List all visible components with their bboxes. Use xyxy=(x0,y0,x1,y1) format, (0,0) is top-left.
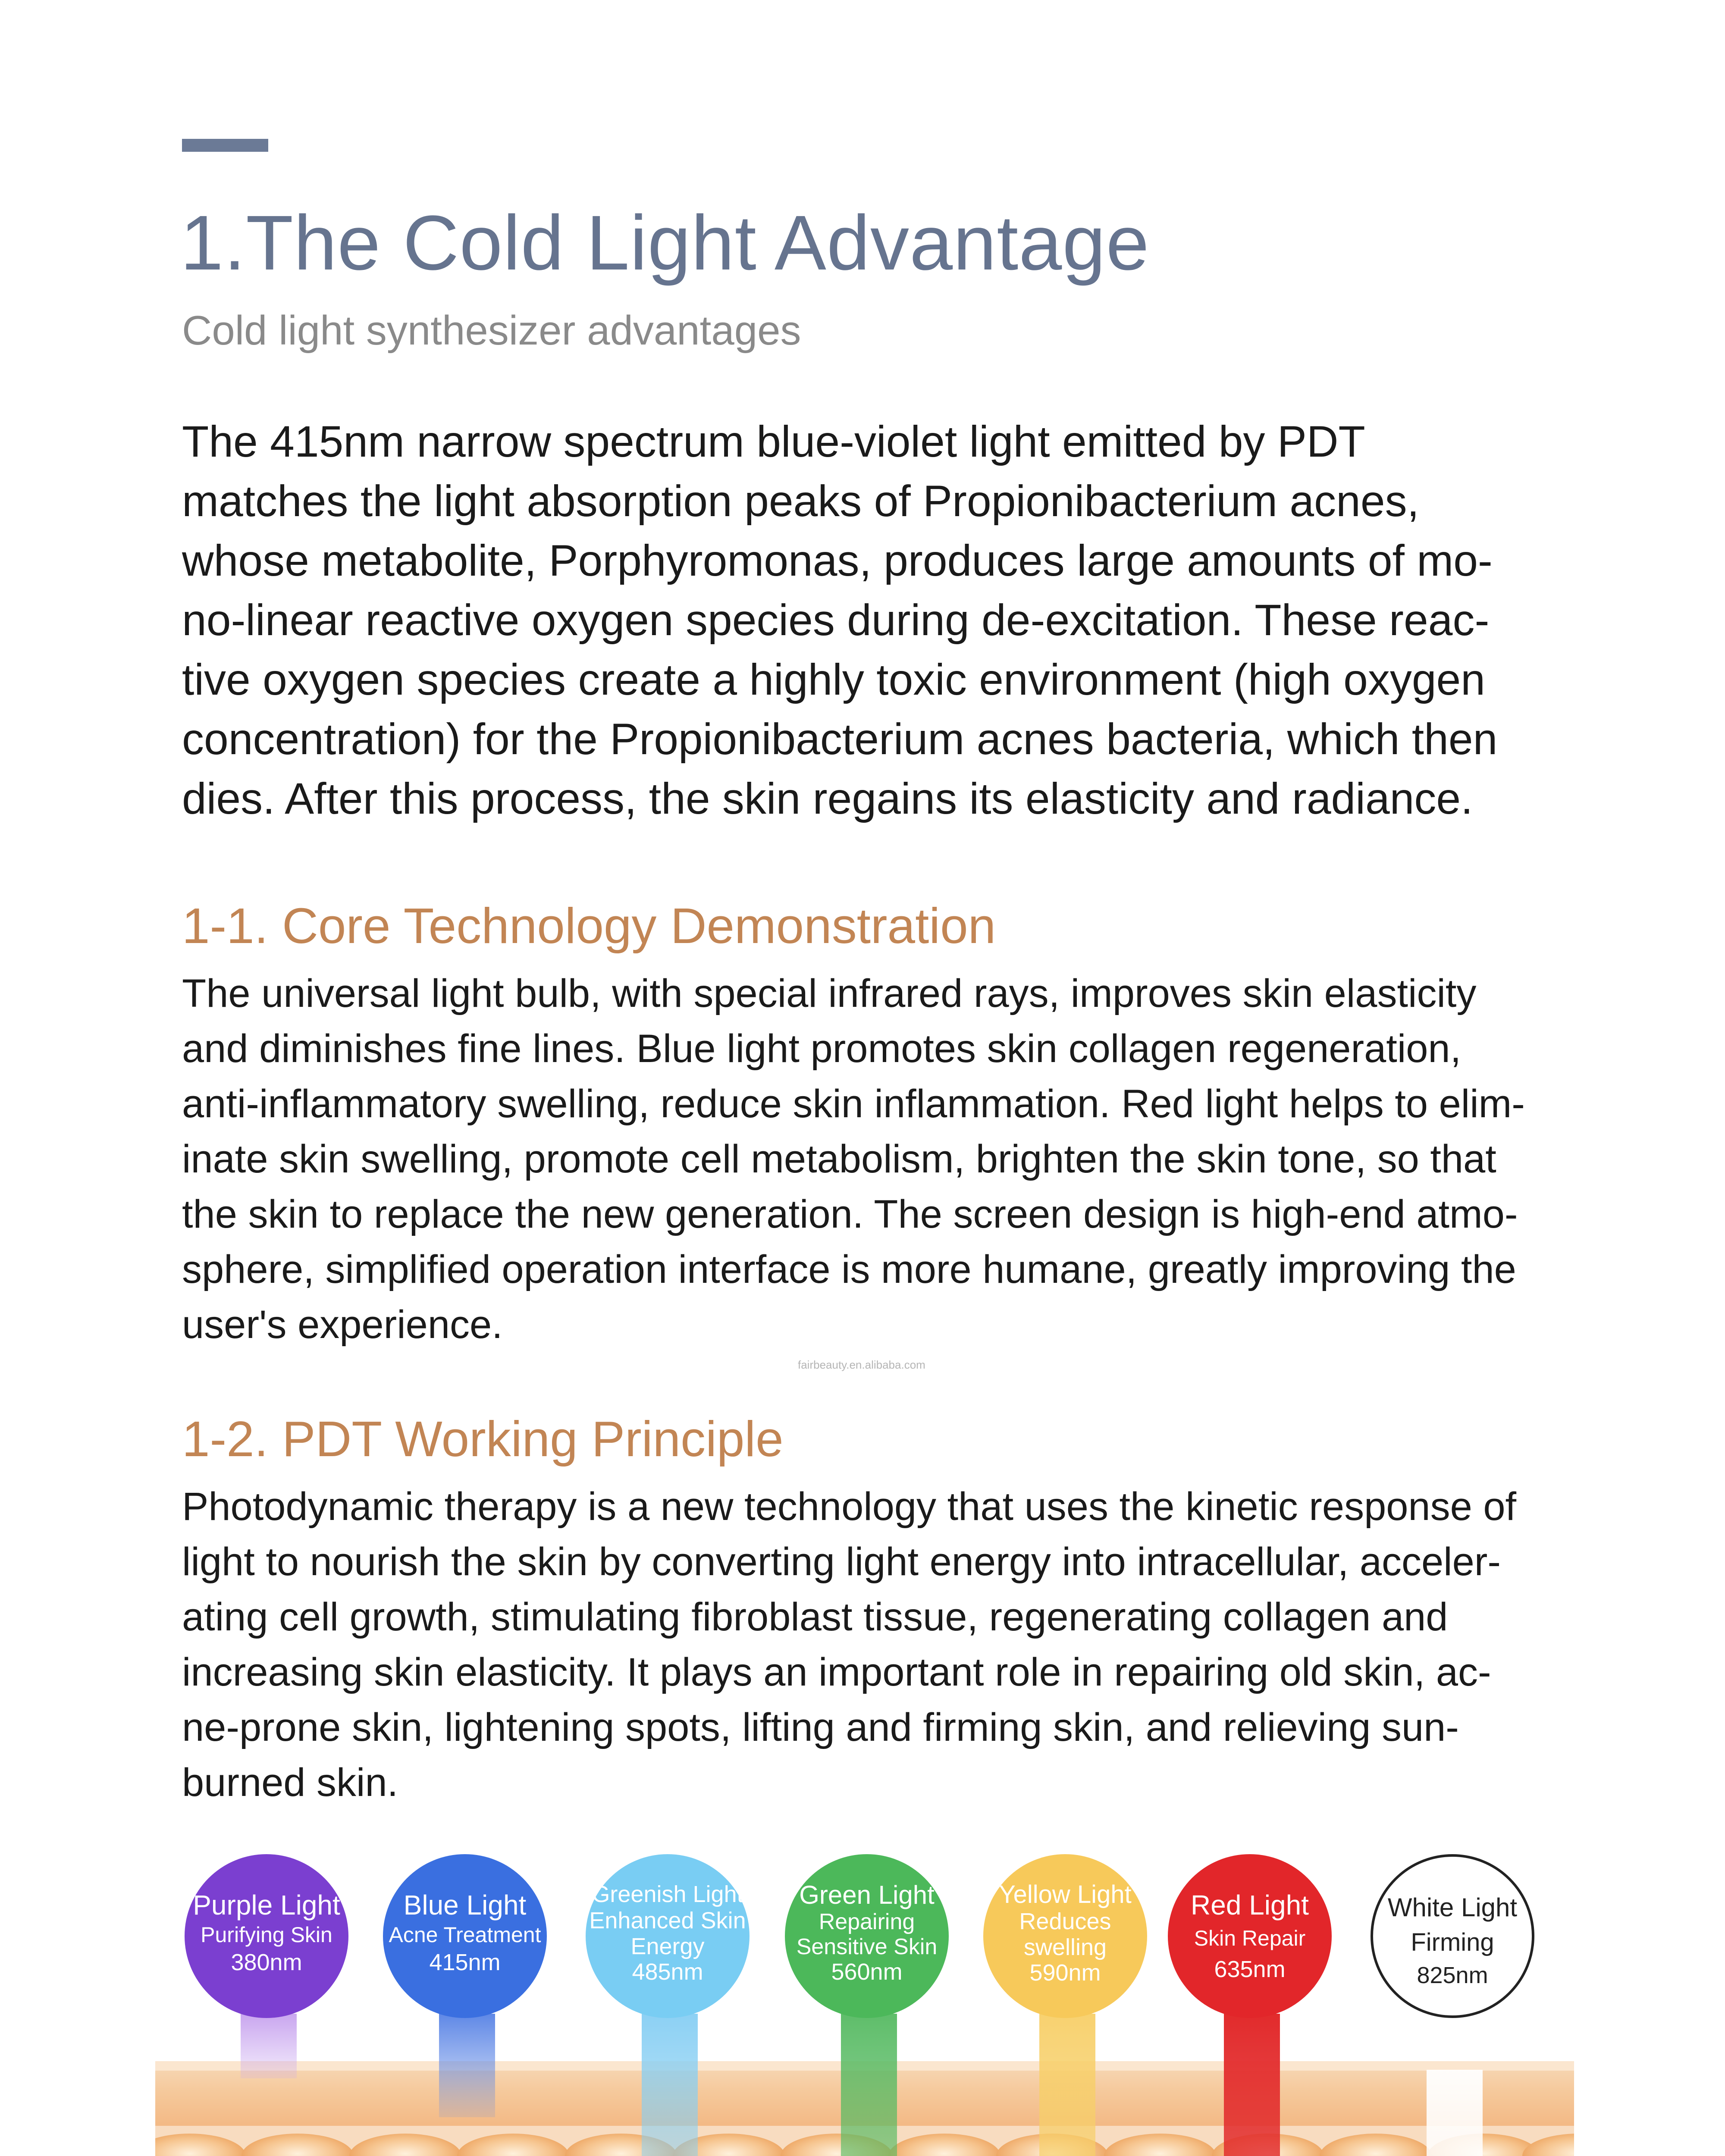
light-name: Red Light xyxy=(1191,1890,1309,1921)
light-description: Reduces xyxy=(1019,1908,1111,1934)
light-description: Skin Repair xyxy=(1194,1926,1306,1950)
green-light-circle xyxy=(785,1854,949,2018)
core-line: and diminishes fine lines. Blue light promotes skin collagen regeneration, xyxy=(182,1027,1462,1071)
red-light-circle xyxy=(1168,1854,1332,2018)
watermark: fairbeauty.en.alibaba.com xyxy=(798,1358,925,1371)
intro-line: no-linear reactive oxygen species during de-excitation. These reac- xyxy=(182,595,1490,645)
greenish-light-beam xyxy=(642,2014,698,2156)
page-title: 1.The Cold Light Advantage xyxy=(180,200,1150,286)
light-description: Energy xyxy=(630,1934,705,1959)
light-description: Firming xyxy=(1411,1928,1494,1956)
greenish-light-circle xyxy=(586,1854,750,2018)
white-light-beam xyxy=(1427,2070,1483,2156)
core-technology-heading: 1-1. Core Technology Demonstration xyxy=(182,898,996,954)
light-skin-illustration xyxy=(155,1854,1574,2156)
page-subtitle: Cold light synthesizer advantages xyxy=(182,307,801,354)
intro-paragraph xyxy=(182,412,1614,828)
red-light-beam xyxy=(1224,2014,1280,2156)
core-line: the skin to replace the new generation. The screen design is high-end atmo- xyxy=(182,1192,1518,1236)
light-description: Purifying Skin xyxy=(201,1923,332,1947)
intro-line: whose metabolite, Porphyromonas, produces large amounts of mo- xyxy=(182,536,1493,585)
yellow-light-beam xyxy=(1039,2014,1095,2156)
light-description: Acne Treatment xyxy=(389,1923,541,1947)
pdt-line: burned skin. xyxy=(182,1761,398,1805)
pdt-line: Photodynamic therapy is a new technology that uses the kinetic response of xyxy=(182,1485,1517,1529)
intro-line: dies. After this process, the skin regains its elasticity and radiance. xyxy=(182,774,1473,823)
light-description: Sensitive Skin xyxy=(796,1934,938,1959)
light-wavelength: 380nm xyxy=(231,1949,302,1975)
pdt-line: ating cell growth, stimulating fibroblast tissue, regenerating collagen and xyxy=(182,1595,1448,1639)
white-light-circle xyxy=(1371,1854,1534,2018)
core-line: inate skin swelling, promote cell metabolism, brighten the skin tone, so that xyxy=(182,1137,1496,1181)
light-name: Green Light xyxy=(799,1880,935,1909)
light-name: Yellow Light xyxy=(999,1880,1132,1908)
core-line: user's experience. xyxy=(182,1303,503,1347)
core-line: sphere, simplified operation interface is more humane, greatly improving the xyxy=(182,1247,1516,1291)
core-line: anti-inflammatory swelling, reduce skin inflammation. Red light helps to elim- xyxy=(182,1082,1525,1126)
yellow-light-circle xyxy=(983,1854,1147,2018)
light-name: Purple Light xyxy=(193,1890,340,1921)
intro-line: tive oxygen species create a highly toxic environment (high oxygen xyxy=(182,655,1485,704)
core-technology-paragraph xyxy=(182,966,1614,1352)
purple-light-circle xyxy=(185,1854,348,2018)
light-wavelength: 590nm xyxy=(1029,1960,1101,1986)
intro-line: The 415nm narrow spectrum blue-violet light emitted by PDT xyxy=(182,417,1365,466)
pdt-principle-paragraph xyxy=(182,1479,1614,1810)
purple-light-beam xyxy=(241,2014,297,2078)
pdt-line: ne-prone skin, lightening spots, lifting and firming skin, and relieving sun- xyxy=(182,1705,1459,1749)
light-description: swelling xyxy=(1023,1934,1107,1960)
core-line: The universal light bulb, with special infrared rays, improves skin elasticity xyxy=(182,971,1477,1015)
intro-line: concentration) for the Propionibacterium acnes bacteria, which then xyxy=(182,714,1498,764)
light-wavelength: 825nm xyxy=(1417,1962,1488,1988)
light-wavelength: 415nm xyxy=(429,1949,501,1975)
light-name: White Light xyxy=(1387,1893,1518,1922)
light-name: Greenish Light xyxy=(592,1881,743,1907)
light-description: Repairing xyxy=(819,1909,915,1934)
light-wavelength: 560nm xyxy=(831,1959,903,1985)
top-accent-bar xyxy=(182,139,268,152)
pdt-line: light to nourish the skin by converting light energy into intracellular, acceler- xyxy=(182,1540,1501,1584)
green-light-beam xyxy=(841,2014,897,2156)
blue-light-beam xyxy=(439,2014,495,2117)
blue-light-circle xyxy=(383,1854,547,2018)
pdt-principle-heading: 1-2. PDT Working Principle xyxy=(182,1411,784,1467)
light-wavelength: 485nm xyxy=(632,1959,703,1985)
light-wavelength: 635nm xyxy=(1214,1956,1286,1982)
light-name: Blue Light xyxy=(403,1890,527,1921)
light-description: Enhanced Skin xyxy=(589,1908,746,1934)
pdt-line: increasing skin elasticity. It plays an important role in repairing old skin, ac- xyxy=(182,1650,1491,1694)
intro-line: matches the light absorption peaks of Propionibacterium acnes, xyxy=(182,476,1419,526)
